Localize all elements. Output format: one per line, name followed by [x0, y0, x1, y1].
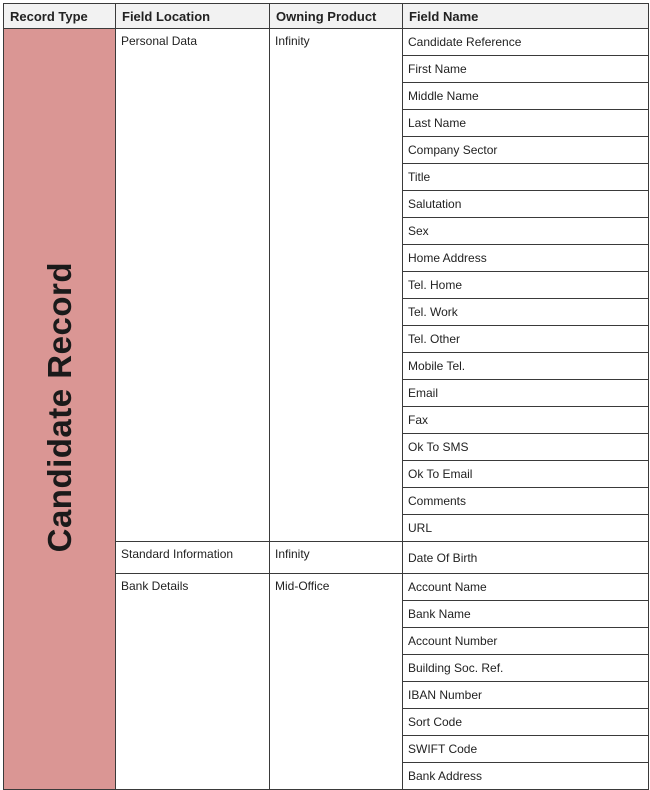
field-name-cell: Date Of Birth	[403, 542, 649, 574]
table-row	[4, 29, 649, 56]
field-name-cell: Tel. Other	[403, 326, 649, 353]
field-name-cell: Ok To SMS	[403, 434, 649, 461]
field-name-cell: Account Number	[403, 628, 649, 655]
field-name-cell: Fax	[403, 407, 649, 434]
field-mapping-table	[3, 3, 649, 790]
field-name-cell: Mobile Tel.	[403, 353, 649, 380]
field-location-cell: Personal Data	[116, 29, 270, 542]
owning-product-cell: Infinity	[270, 542, 403, 574]
field-name-cell: Comments	[403, 488, 649, 515]
field-name-cell: Title	[403, 164, 649, 191]
field-name-cell: Last Name	[403, 110, 649, 137]
field-name-cell: SWIFT Code	[403, 736, 649, 763]
field-name-cell: Tel. Home	[403, 272, 649, 299]
header-record-type: Record Type	[4, 4, 116, 29]
field-name-cell: URL	[403, 515, 649, 542]
owning-product-cell: Mid-Office	[270, 574, 403, 790]
header-row	[4, 4, 649, 29]
field-name-cell: Building Soc. Ref.	[403, 655, 649, 682]
header-field-location: Field Location	[116, 4, 270, 29]
field-name-cell: Sex	[403, 218, 649, 245]
field-name-cell: Tel. Work	[403, 299, 649, 326]
field-name-cell: Bank Address	[403, 763, 649, 790]
field-location-cell: Bank Details	[116, 574, 270, 790]
record-type-cell	[4, 29, 116, 790]
field-name-cell: Sort Code	[403, 709, 649, 736]
field-name-cell: IBAN Number	[403, 682, 649, 709]
owning-product-cell: Infinity	[270, 29, 403, 542]
field-name-cell: Company Sector	[403, 137, 649, 164]
field-name-cell: Account Name	[403, 574, 649, 601]
header-field-name: Field Name	[403, 4, 649, 29]
field-name-cell: Home Address	[403, 245, 649, 272]
field-location-cell: Standard Information	[116, 542, 270, 574]
field-name-cell: Ok To Email	[403, 461, 649, 488]
field-name-cell: Candidate Reference	[403, 29, 649, 56]
table-body	[4, 29, 649, 790]
field-name-cell: Bank Name	[403, 601, 649, 628]
record-type-label: Candidate Record	[40, 262, 78, 553]
field-name-cell: Middle Name	[403, 83, 649, 110]
field-name-cell: First Name	[403, 56, 649, 83]
field-name-cell: Email	[403, 380, 649, 407]
field-name-cell: Salutation	[403, 191, 649, 218]
header-owning-product: Owning Product	[270, 4, 403, 29]
